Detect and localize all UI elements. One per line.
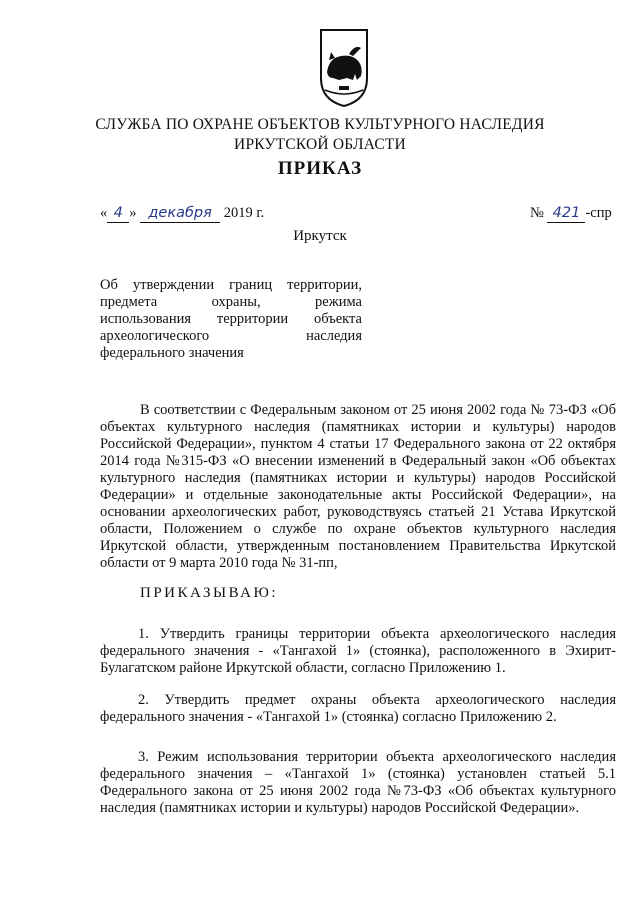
order-item-1: 1. Утвердить границы территории объекта археологического наследия федерального значения - «Тангахой 1» (стоянка), расположенного в Эхирит-Булагатском районе Иркутской области, согласно Приложению 1. [100, 626, 616, 676]
subject-line: предмета охраны, режима [100, 294, 362, 310]
order-item-2: 2. Утвердить предмет охраны объекта археологического наследия федерального значения - «Тангахой 1» (стоянка) согласно Приложению 2. [100, 692, 616, 725]
preamble-paragraph: В соответствии с Федеральным законом от 25 июня 2002 года № 73-ФЗ «Об объектах культурного наследия (памятниках истории и культуры) народов Российской Федерации», пунктом 4 статьи 17 Федерального закона от 22 октября 2014 года №315-ФЗ «О внесении изменений в Федеральный закон «Об объектах культурного наследия (памятниках истории и культуры) народов Российской Федерации» и отдельные законодательные акты Российской Федерации», на основании археологических работ, руководствуясь статьей 21 Устава Иркутской области, Положением о службе по охране объектов культурного наследия Иркутской области, утвержденным постановлением Правительства Иркутской области от 9 марта 2010 года № 31-пп, [100, 402, 616, 571]
order-word: ПРИКАЗЫВАЮ: [140, 585, 279, 601]
subject-line: Об утверждении границ территории, [100, 277, 362, 293]
date-month: декабря [140, 206, 220, 223]
order-item-3: 3. Режим использования территории объекта археологического наследия федерального значения – «Тангахой 1» (стоянка) установлен статьей 5.1 Федерального закона от 25 июня 2002 года №73-ФЗ «Об объектах культурного наследия (памятниках истории и культуры) народов Российской Федерации». [100, 749, 616, 816]
subject-line: федерального значения [100, 345, 244, 361]
number-value: 421 [547, 206, 585, 223]
document-title: ПРИКАЗ [277, 158, 363, 179]
order-subject [100, 277, 362, 362]
agency-name-line-1: СЛУЖБА ПО ОХРАНЕ ОБЪЕКТОВ КУЛЬТУРНОГО НАСЛЕДИЯ [95, 116, 545, 133]
city: Иркутск [293, 228, 347, 244]
date-quote-close: » [129, 205, 137, 221]
coat-of-arms-icon [319, 28, 369, 108]
order-date [100, 205, 264, 223]
subject-line: археологического наследия [100, 328, 362, 344]
agency-name-line-2: ИРКУТСКОЙ ОБЛАСТИ [234, 136, 406, 153]
number-prefix: № [530, 205, 544, 221]
date-year: 2019 г. [223, 205, 265, 221]
order-number [530, 205, 612, 223]
number-suffix: -спр [585, 205, 612, 221]
date-quote-open: « [100, 205, 108, 221]
date-day: 4 [107, 206, 129, 223]
subject-line: использования территории объекта [100, 311, 362, 327]
